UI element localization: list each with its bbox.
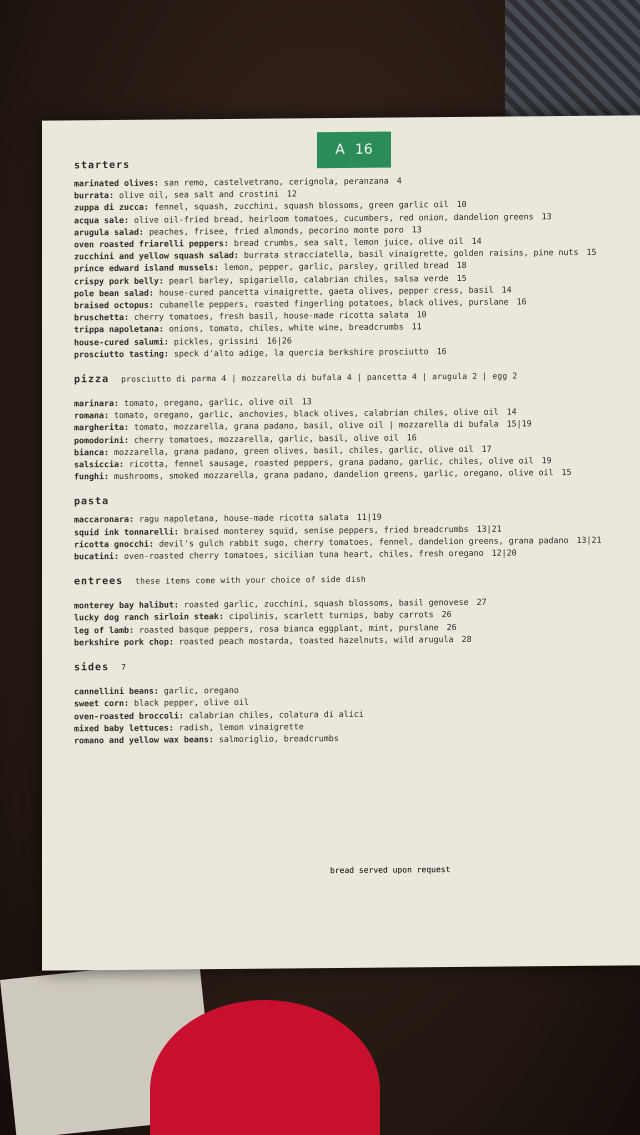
menu-item-price: 18 [456, 260, 467, 271]
menu-item-desc: speck d'alto adige, la quercia berkshire prosciutto [173, 346, 429, 359]
section-starters [74, 155, 634, 360]
menu-item-desc: tomato, oregano, garlic, anchovies, black olives, calabrian chiles, olive oil [113, 406, 499, 421]
logo-number: 16 [354, 141, 373, 158]
menu-item-name: crispy pork belly: [74, 275, 164, 286]
menu-item-desc: cherry tomatoes, fresh basil, house-made ricotta salata [133, 309, 409, 323]
section-title: pizza [74, 374, 110, 386]
sides-header [74, 658, 634, 680]
menu-item-price: 15 [456, 272, 467, 283]
menu-item-desc: cipolinis, scarlett turnips, baby carrots [228, 609, 434, 622]
section-title: starters [74, 159, 131, 172]
menu-item-name: mixed baby lettuces: [74, 722, 174, 734]
menu-item-price: 27 [476, 597, 487, 608]
menu-item-desc: oven-roasted cherry tomatoes, sicilian tuna heart, chiles, fresh oregano [123, 547, 484, 561]
menu-item-desc: roasted peach mostarda, toasted hazelnuts, wild arugula [178, 633, 454, 647]
menu-item-price: 14 [506, 406, 517, 417]
sides-list [74, 681, 634, 747]
section-entrees [74, 572, 634, 649]
menu-item-price: 13|21 [476, 523, 502, 534]
menu-item-price: 13 [411, 224, 422, 235]
menu-item-price: 19 [541, 455, 552, 466]
menu-item-name: bianca: [74, 446, 109, 458]
menu-item-price: 11 [411, 321, 422, 332]
menu-item-desc: burrata stracciatella, basil vinaigrette, golden raisins, pine nuts [243, 247, 579, 261]
section-sides [74, 658, 634, 747]
menu-item-name: arugula salad: [74, 226, 144, 238]
menu-item-price: 28 [461, 633, 472, 644]
menu-item-name: house-cured salumi: [74, 336, 169, 347]
menu-item-desc: cubanelle peppers, roasted fingerling potatoes, black olives, purslane [158, 296, 509, 310]
menu-item-desc: house-cured pancetta vinaigrette, gaeta olives, pepper cress, basil [158, 284, 494, 298]
menu-item-desc: lemon, pepper, garlic, parsley, grilled bread [223, 260, 449, 273]
section-pasta [74, 492, 634, 563]
menu-content [74, 155, 634, 760]
menu-item-name: pomodorini: [74, 434, 129, 445]
menu-item-price: 4 [396, 175, 402, 186]
menu-item-price: 10 [456, 199, 467, 210]
menu-item-name: maccaronara: [74, 514, 134, 525]
menu-item-desc: calabrian chiles, colatura di alici [188, 708, 364, 720]
menu-item-desc: fennel, squash, zucchini, squash blossoms, green garlic oil [153, 199, 449, 213]
entrees-header [74, 572, 634, 594]
menu-item-price: 16 [516, 296, 527, 307]
menu-item-name: leg of lamb: [74, 624, 134, 636]
pasta-list [74, 509, 634, 563]
menu-item-name: salsiccia: [74, 458, 124, 470]
menu-item-desc: ragu napoletana, house-made ricotta salata [138, 512, 349, 525]
entrees-list [74, 595, 634, 649]
menu-item-name: bucatini: [74, 551, 119, 562]
menu-item-name: prince edward island mussels: [74, 262, 219, 274]
menu-item-name: funghi: [74, 471, 109, 482]
menu-item-price: 15 [561, 467, 572, 478]
menu-item-price: 13 [301, 396, 312, 407]
menu-item-desc: olive oil, sea salt and crostini [118, 188, 279, 201]
menu-item-price: 12|20 [491, 547, 517, 558]
menu-item-desc: black pepper, olive oil [133, 697, 249, 709]
menu-item-price: 11|19 [356, 512, 382, 523]
pizza-extras: prosciutto di parma 4 | mozzarella di bufala 4 | pancetta 4 | arugula 2 | egg 2 [121, 371, 518, 384]
menu-item-price: 26 [441, 609, 452, 620]
menu-item-price: 15|19 [506, 418, 532, 430]
menu-item-desc: braised monterey squid, senise peppers, fried breadcrumbs [183, 523, 469, 537]
menu-item-name: sweet corn: [74, 698, 129, 709]
menu-item-name: zuppa di zucca: [74, 202, 149, 213]
menu-item-price: 13 [541, 210, 552, 221]
section-pizza [74, 369, 634, 482]
section-title: sides [74, 662, 110, 674]
menu-item-desc: bread crumbs, sea salt, lemon juice, olive oil [233, 235, 464, 248]
section-title: entrees [74, 576, 124, 588]
menu-item-name: trippa napoletana: [74, 323, 164, 335]
menu-item-name: romana: [74, 410, 109, 421]
menu-item-desc: san remo, castelvetrano, cerignola, peranzana [163, 175, 389, 188]
menu-item-name: acqua sale: [74, 214, 129, 225]
menu-item-price: 12 [286, 188, 297, 199]
menu-item-desc: devil's gulch rabbit sugo, cherry tomatoes, fennel, dandelion greens, grana padano [158, 534, 569, 549]
menu-item-desc: ricotta, fennel sausage, roasted peppers, grana padano, garlic, chiles, olive oil [128, 455, 534, 469]
menu-item-desc: mushrooms, smoked mozzarella, grana padano, dandelion greens, garlic, oregano, olive oil [113, 467, 554, 482]
sides-price: 7 [121, 662, 127, 673]
menu-item-price: 14 [471, 235, 482, 246]
menu-item-desc: cherry tomatoes, mozzarella, garlic, basil, olive oil [133, 432, 399, 445]
menu-item-desc: pearl barley, spigariello, calabrian chiles, salsa verde [168, 272, 449, 286]
menu-item-name: marinara: [74, 397, 119, 409]
menu-item-name: ricotta gnocchi: [74, 538, 154, 550]
menu-item-name: berkshire pork chop: [74, 636, 174, 648]
menu-item-name: bruschetta: [74, 312, 129, 323]
menu-item-name: oven roasted friarelli peppers: [74, 238, 229, 250]
pizza-list [74, 392, 634, 482]
menu-item-name: zucchini and yellow squash salad: [74, 250, 239, 262]
menu-item-price: 10 [416, 309, 427, 320]
checkered-cloth [505, 0, 640, 125]
menu-item-name: prosciutto tasting: [74, 348, 169, 360]
section-title: pasta [74, 496, 110, 508]
menu-item-price: 16|26 [266, 335, 292, 346]
menu-item-name: marinated olives: [74, 177, 159, 189]
menu-item-desc: roasted garlic, zucchini, squash blossoms, basil genovese [183, 597, 469, 610]
menu-item-name: monterey bay halibut: [74, 599, 179, 611]
menu-item-desc: radish, lemon vinaigrette [178, 721, 304, 733]
starters-list [74, 172, 634, 360]
menu-item-desc: tomato, mozzarella, grana padano, basil, olive oil | mozzarella di bufala [133, 419, 499, 433]
menu-item-price: 16 [436, 345, 447, 357]
menu-item-price: 15 [586, 246, 597, 258]
bread-note: bread served upon request [330, 865, 451, 876]
menu-item-name: lucky dog ranch sirloin steak: [74, 611, 224, 623]
menu-item-desc: salmoriglio, breadcrumbs [218, 732, 339, 744]
pizza-header [74, 369, 634, 391]
menu-item-name: braised octopus: [74, 299, 154, 311]
menu-item-desc: mozzarella, grana padano, green olives, basil, chiles, garlic, olive oil [113, 443, 474, 457]
menu-item-desc: roasted basque peppers, rosa bianca eggplant, mint, purslane [138, 621, 439, 635]
menu-paper [42, 115, 640, 970]
entrees-subtitle: these items come with your choice of side dish [135, 575, 366, 587]
menu-item-desc: peaches, frisee, fried almonds, pecorino monte poro [148, 224, 404, 237]
menu-item-price: 16 [406, 432, 417, 443]
menu-item-name: burrata: [74, 190, 114, 201]
menu-item-name: pole bean salad: [74, 287, 154, 299]
menu-item-desc: pickles, grissini [173, 335, 259, 347]
menu-item-desc: tomato, oregano, garlic, olive oil [123, 396, 294, 408]
menu-item-name: margherita: [74, 422, 129, 433]
menu-item-name: romano and yellow wax beans: [74, 734, 214, 746]
menu-item-name: oven-roasted broccoli: [74, 709, 184, 721]
menu-item-price: 17 [481, 443, 492, 454]
menu-item-desc: olive oil-fried bread, heirloom tomatoes, cucumbers, red onion, dandelion greens [133, 210, 534, 225]
menu-item-desc: onions, tomato, chiles, white wine, breadcrumbs [168, 321, 404, 334]
menu-item-price: 26 [446, 621, 457, 632]
menu-item-price: 14 [501, 284, 512, 295]
menu-item-name: cannellini beans: [74, 685, 159, 697]
menu-item-price: 13|21 [576, 534, 602, 545]
logo-letter: A [335, 141, 345, 159]
menu-item-desc: garlic, oregano [163, 684, 239, 696]
menu-item-name: squid ink tonnarelli: [74, 526, 179, 538]
